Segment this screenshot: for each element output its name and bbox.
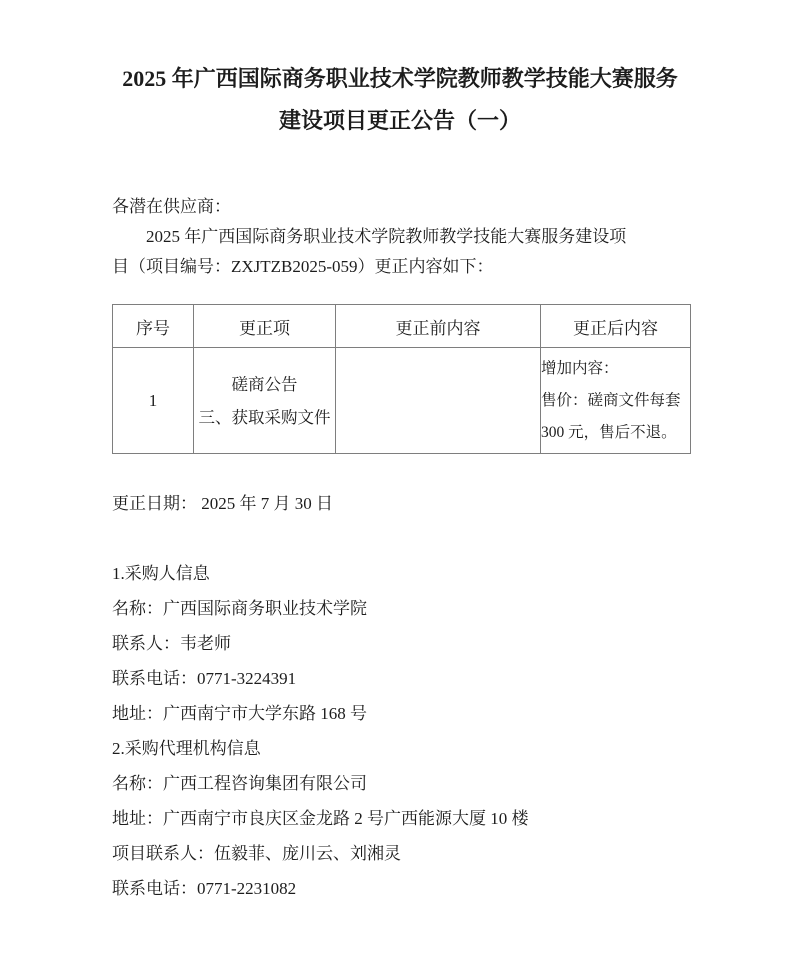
cell-seq: 1: [113, 348, 194, 454]
document-title: [0, 58, 800, 142]
cell-content-before: [336, 348, 541, 454]
content-after-line2: 售价：磋商文件每套: [541, 391, 681, 409]
correction-item-line2: 三、获取采购文件: [198, 407, 331, 427]
table-header-row: [113, 305, 691, 348]
purchaser-heading: 1.采购人信息: [112, 564, 210, 583]
document-title-line1: 2025 年广西国际商务职业技术学院教师教学技能大赛服务: [122, 66, 678, 91]
correction-table: [112, 304, 691, 454]
agency-contacts: 项目联系人：伍毅菲、庞川云、刘湘灵: [112, 844, 401, 863]
correction-date: 更正日期： 2025 年 7 月 30 日: [112, 494, 333, 513]
correction-item-line1: 磋商公告: [231, 374, 298, 394]
agency-heading: 2.采购代理机构信息: [112, 739, 261, 758]
purchaser-name: 名称：广西国际商务职业技术学院: [112, 599, 367, 618]
intro-body-line1: 2025 年广西国际商务职业技术学院教师教学技能大赛服务建设项: [146, 227, 627, 246]
agency-name: 名称：广西工程咨询集团有限公司: [112, 774, 367, 793]
contact-info: [112, 556, 732, 906]
intro-paragraph: [112, 192, 690, 282]
column-header-correction-item: 更正项: [194, 305, 336, 348]
document-title-line2: 建设项目更正公告（一）: [278, 108, 521, 133]
column-header-content-before: 更正前内容: [336, 305, 541, 348]
purchaser-phone: 联系电话：0771-3224391: [112, 669, 297, 688]
agency-phone: 联系电话：0771-2231082: [112, 879, 297, 898]
salutation-line: 各潜在供应商：: [112, 197, 231, 216]
column-header-seq: 序号: [113, 305, 194, 348]
purchaser-contact: 联系人：韦老师: [112, 634, 231, 653]
cell-content-after: [541, 348, 691, 454]
agency-address: 地址：广西南宁市良庆区金龙路 2 号广西能源大厦 10 楼: [112, 809, 529, 828]
content-after-line1: 增加内容：: [541, 359, 619, 377]
cell-correction-item: [194, 348, 336, 454]
table-row: [113, 348, 691, 454]
content-after-line3: 300 元，售后不退。: [541, 423, 677, 441]
column-header-content-after: 更正后内容: [541, 305, 691, 348]
purchaser-address: 地址：广西南宁市大学东路 168 号: [112, 704, 367, 723]
intro-body-line2: 目（项目编号：ZXJTZB2025-059）更正内容如下：: [112, 257, 494, 276]
